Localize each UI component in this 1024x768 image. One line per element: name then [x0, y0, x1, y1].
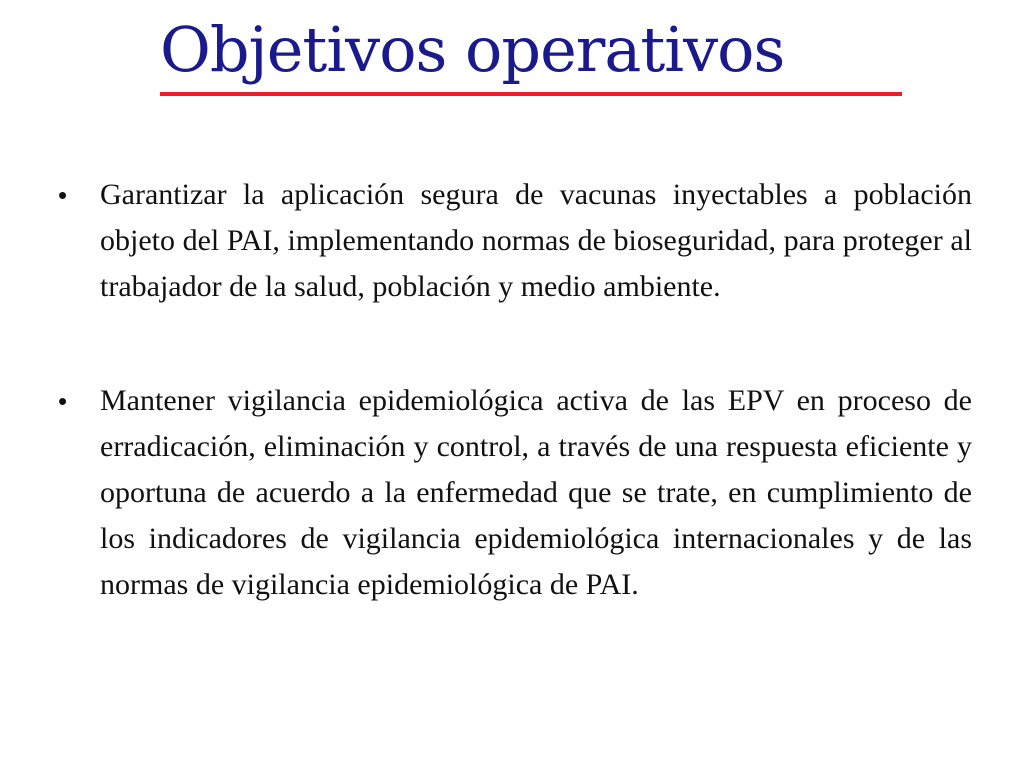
bullet-text-2: Mantener vigilancia epidemiológica activa de las EPV en proceso de erradicación, eliminación y control, a través de una respuesta eficiente y oportuna de acuerdo a la enfermedad que se trate, en cumplimiento de los indicadores de vigilancia epidemiológica internacionales y de las normas de vigilancia epidemiológica de PAI. — [100, 384, 972, 601]
bullet-dot-icon: • — [58, 180, 68, 210]
bullet-list — [56, 172, 972, 608]
title-underline — [160, 92, 902, 96]
bullet-item-2 — [56, 378, 972, 608]
slide-title: Objetivos operativos — [160, 13, 785, 86]
bullet-dot-icon: • — [58, 386, 68, 416]
bullet-item-1 — [56, 172, 972, 310]
bullet-text-1: Garantizar la aplicación segura de vacunas inyectables a población objeto del PAI, implementando normas de bioseguridad, para proteger al trabajador de la salud, población y medio ambiente. — [100, 178, 972, 303]
